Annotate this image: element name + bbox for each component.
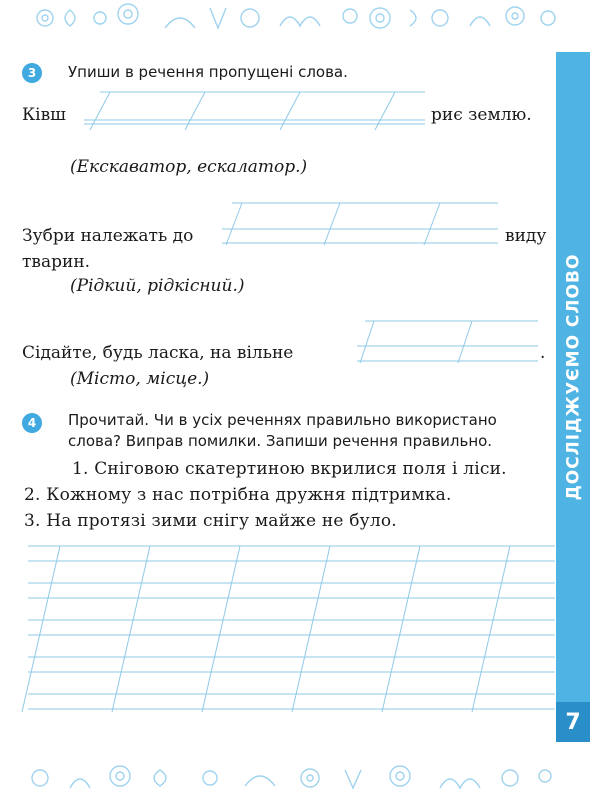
sentence-3-hint: (Місто, місце.): [70, 369, 210, 389]
section-title: ДОСЛІДЖУЄМО СЛОВО: [563, 253, 584, 501]
task-3-badge: 3: [22, 63, 42, 83]
sentence-1-end: риє землю.: [431, 105, 532, 125]
exercise-sentence-2: 2. Кожному з нас потрібна дружня підтримка.: [24, 485, 452, 505]
exercise-sentence-1: 1. Сніговою скатертиною вкрилися поля і ліси.: [72, 459, 507, 479]
page-number: 7: [556, 702, 590, 742]
sentence-3-end: .: [540, 343, 546, 363]
sentence-2-hint: (Рідкий, рідкісний.): [70, 276, 245, 296]
sentence-2-end: виду: [505, 226, 547, 246]
sentence-2-continuation: тварин.: [22, 252, 91, 272]
task-4-instruction-line-2: слова? Виправ помилки. Запиши речення правильно.: [68, 432, 493, 450]
task-4-instruction-line-1: Прочитай. Чи в усіх реченнях правильно використано: [68, 411, 497, 429]
task-4-badge: 4: [22, 413, 42, 433]
sentence-1-start: Ківш: [22, 105, 66, 125]
exercise-sentence-3: 3. На протязі зими снігу майже не було.: [24, 511, 397, 531]
sentence-1-hint: (Екскаватор, ескалатор.): [70, 157, 308, 177]
sentence-2-start: Зубри належать до: [22, 226, 194, 246]
task-3-instruction: Упиши в речення пропущені слова.: [68, 63, 348, 81]
sentence-3-start: Сідайте, будь ласка, на вільне: [22, 343, 294, 363]
